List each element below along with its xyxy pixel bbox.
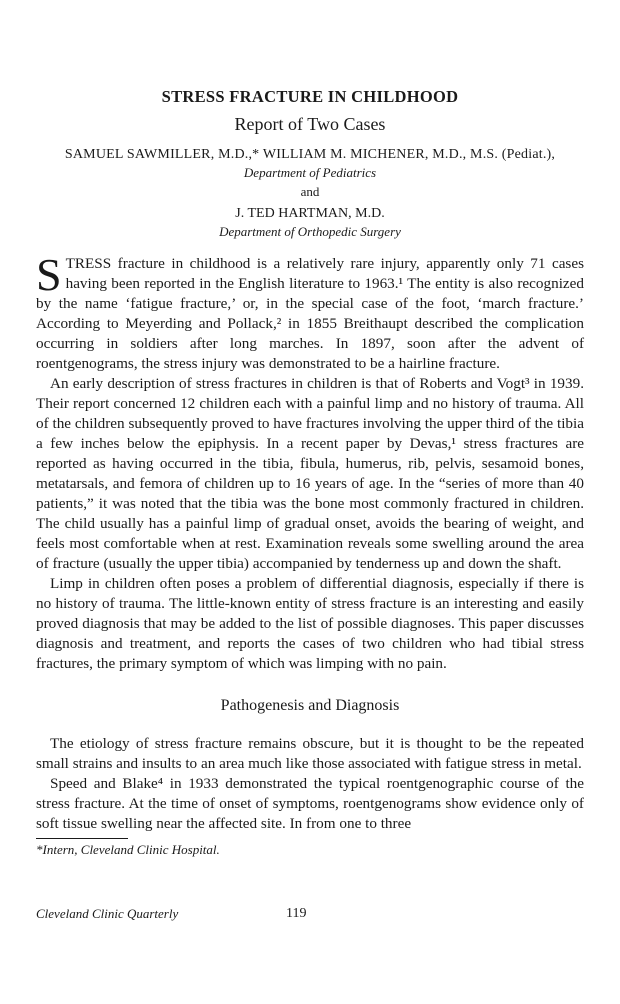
journal-name: Cleveland Clinic Quarterly: [36, 906, 179, 921]
footnote: *Intern, Cleveland Clinic Hospital.: [36, 842, 220, 857]
section-heading: Pathogenesis and Diagnosis: [220, 697, 400, 714]
department-orthopedic: Department of Orthopedic Surgery: [219, 224, 401, 239]
author-conjunction: and: [300, 184, 320, 199]
authors-line: SAMUEL SAWMILLER, M.D.,* WILLIAM M. MICHENER, M.D., M.S. (Pediat.),: [64, 147, 556, 162]
article-title: STRESS FRACTURE IN CHILDHOOD: [161, 87, 459, 106]
footnote-divider: [36, 838, 128, 839]
paragraph-2: An early description of stress fractures in children is that of Roberts and Vogt³ in 1939. Their report concerned 12 children each with a painful limp and no history of trauma. All of the children subsequently proved to have fractures involving the upper third of the tibia a few inches below the epiphysis. In a recent paper by Devas,¹ stress fractures are reported as having occurred in the tibia, fibula, humerus, rib, pelvis, sesamoid bones, metatarsals, and femora of children up to 16 years of age. In the “series of more than 40 patients,” it was noted that the tibia was the bone most commonly fractured in children. The child usually has a painful limp of gradual onset, avoids the bearing of weight, and feels most comfortable when at rest. Examination reveals some swelling around the area of fracture (usually the upper tibia) accompanied by tenderness up and down the shaft.: [36, 375, 584, 572]
page-number: 119: [286, 906, 307, 921]
drop-cap: S: [36, 249, 62, 300]
page-footer: [36, 906, 584, 926]
department-pediatrics: Department of Pediatrics: [243, 165, 377, 180]
paragraph-1-text: TRESS fracture in childhood is a relatively rare injury, apparently only 71 cases having been reported in the English literature to 1963.¹ The entity is also recognized by the name ‘fatigue fracture,’ or, in the special case of the foot, ‘march fracture.’ According to Meyerding and Pollack,² in 1855 Breithaupt described the complication occurring in soldiers after long marches. In 1897, soon after the advent of roentgenograms, the stress injury was demonstrated to be a hairline fracture.: [36, 255, 584, 372]
paragraph-4: The etiology of stress fracture remains obscure, but it is thought to be the repeated small strains and insults to an area much like those associated with fatigue stress in metal.: [36, 735, 584, 772]
paragraph-1: [36, 249, 584, 374]
author-hartman: J. TED HARTMAN, M.D.: [235, 206, 385, 221]
article-page: [36, 86, 584, 858]
article-subtitle: Report of Two Cases: [234, 114, 386, 134]
paragraph-3: Limp in children often poses a problem of differential diagnosis, especially if there is no history of trauma. The little-known entity of stress fracture is an interesting and easily proved diagnosis that may be added to the list of possible diagnoses. This paper discusses diagnosis and treatment, and reports the cases of two children who had tibial stress fractures, the primary symptom of which was limping with no pain.: [36, 575, 584, 672]
paragraph-5: Speed and Blake⁴ in 1933 demonstrated the typical roentgenographic course of the stress fracture. At the time of onset of symptoms, roentgenograms show evidence only of soft tissue swelling near the affected site. In from one to three: [36, 775, 584, 832]
